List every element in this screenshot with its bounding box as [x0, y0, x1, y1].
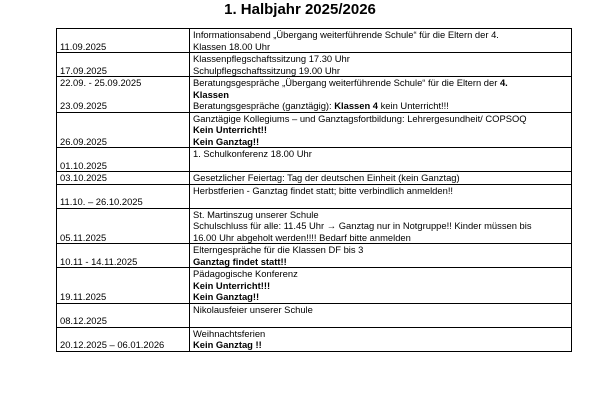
- description-line: [193, 53, 568, 65]
- date-cell: [57, 327, 190, 351]
- date-text: 10.11 - 14.11.2025: [60, 255, 138, 267]
- date-text: 01.10.2025: [60, 159, 107, 171]
- description-text: Gesetzlicher Feiertag: Tag der deutschen Einheit (kein Ganztag): [193, 172, 460, 183]
- description-text: Ganztägige Kollegiums – und Ganztagsfortbildung: Lehrergesundheit/ COPSOQ: [193, 112, 527, 124]
- date-text: 19.11.2025: [60, 291, 107, 302]
- date-cell: [57, 172, 190, 185]
- description-cell: [190, 53, 572, 77]
- table-row: [57, 303, 572, 327]
- date-cell: [57, 303, 190, 327]
- description-cell: [190, 77, 572, 113]
- description-line: [193, 291, 568, 303]
- description-line: [193, 77, 568, 89]
- description-text: Schulschluss für alle: 11.45 Uhr → Ganztag nur in Notgruppe!! Kinder müssen bis: [193, 220, 532, 231]
- date-cell: [57, 268, 190, 304]
- date-text: 11.10. – 26.10.2025: [60, 196, 143, 207]
- description-text: Schulpflegschaftssitzung 19.00 Uhr: [193, 64, 340, 76]
- description-text: 1. Schulkonferenz 18.00 Uhr: [193, 148, 312, 159]
- description-cell: [190, 172, 572, 185]
- description-line: [193, 304, 568, 316]
- description-text: kein Unterricht!!!: [378, 100, 449, 111]
- emphasis-text: Kein Ganztag!!: [193, 135, 260, 147]
- table-row: [57, 148, 572, 172]
- description-text: Pädagogische Konferenz: [193, 268, 298, 279]
- date-text: 20.12.2025 – 06.01.2026: [60, 339, 165, 350]
- date-text: 26.09.2025: [60, 135, 107, 147]
- emphasis-text: Ganztag findet statt!!: [193, 255, 287, 267]
- description-text: Klassenpflegschaftssitzung 17.30 Uhr: [193, 53, 350, 64]
- date-cell: [57, 208, 190, 244]
- description-line: [193, 113, 568, 125]
- date-text: 05.11.2025: [60, 231, 107, 243]
- table-row: [57, 29, 572, 53]
- table-row: [57, 268, 572, 304]
- description-line: [193, 268, 568, 280]
- table-row: [57, 244, 572, 268]
- date-cell: [57, 112, 190, 148]
- date-cell: [57, 148, 190, 172]
- description-cell: [190, 208, 572, 244]
- description-cell: [190, 112, 572, 148]
- description-line: [193, 315, 568, 327]
- table-row: [57, 53, 572, 77]
- date-cell: [57, 53, 190, 77]
- description-line: [193, 280, 568, 292]
- table-row: [57, 172, 572, 185]
- description-line: [193, 100, 568, 112]
- schedule-body: [57, 29, 572, 352]
- description-line: [193, 65, 568, 77]
- table-row: [57, 327, 572, 351]
- description-cell: [190, 244, 572, 268]
- date-cell: [57, 244, 190, 268]
- table-row: [57, 184, 572, 208]
- description-line: [193, 124, 568, 136]
- description-text: Herbstferien - Ganztag findet statt; bitte verbindlich anmelden!!: [193, 184, 454, 196]
- description-cell: [190, 303, 572, 327]
- description-line: [193, 172, 568, 184]
- date-text: 17.09.2025: [60, 64, 107, 76]
- emphasis-text: Klassen 4: [334, 100, 379, 111]
- description-line: [193, 220, 568, 232]
- description-cell: [190, 327, 572, 351]
- emphasis-text: Kein Unterricht!!!: [193, 279, 271, 291]
- description-line: [193, 256, 568, 268]
- description-line: [193, 136, 568, 148]
- date-text: 23.09.2025: [60, 100, 107, 111]
- description-line: [193, 160, 568, 172]
- emphasis-text: 4.: [499, 77, 508, 88]
- description-text: Elterngespräche für die Klassen DF bis 3: [193, 244, 364, 255]
- description-text: Nikolausfeier unserer Schule: [193, 303, 313, 315]
- description-text: Beratungsgespräche (ganztägig):: [193, 100, 335, 111]
- table-row: [57, 208, 572, 244]
- description-cell: [190, 184, 572, 208]
- description-line: [193, 244, 568, 256]
- date-cell: [57, 29, 190, 53]
- description-line: [193, 41, 568, 53]
- date-cell: [57, 184, 190, 208]
- description-text: Weihnachtsferien: [193, 327, 266, 339]
- emphasis-text: Kein Ganztag!!: [193, 291, 260, 302]
- emphasis-text: Kein Ganztag !!: [193, 339, 262, 350]
- description-line: [193, 148, 568, 160]
- description-line: [193, 232, 568, 244]
- description-text: St. Martinszug unserer Schule: [193, 208, 319, 220]
- emphasis-text: Klassen: [193, 88, 229, 100]
- description-text: Klassen 18.00 Uhr: [193, 40, 271, 52]
- date-text: 11.09.2025: [60, 40, 107, 52]
- table-row: [57, 112, 572, 148]
- description-text: Beratungsgespräche „Übergang weiterführende Schule“ für die Eltern der: [193, 77, 500, 88]
- description-cell: [190, 148, 572, 172]
- emphasis-text: Kein Unterricht!!: [193, 124, 267, 135]
- description-line: [193, 209, 568, 221]
- page-title: 1. Halbjahr 2025/2026: [224, 1, 376, 18]
- date-cell: [57, 77, 190, 113]
- description-line: [193, 29, 568, 41]
- date-text: [60, 89, 186, 101]
- description-line: [193, 196, 568, 208]
- description-line: [193, 185, 568, 197]
- description-line: [193, 339, 568, 351]
- description-line: [193, 328, 568, 340]
- description-cell: [190, 29, 572, 53]
- date-text: 08.12.2025: [60, 315, 107, 326]
- description-text: 16.00 Uhr abgeholt werden!!!! Bedarf bitte anmelden: [193, 231, 411, 243]
- description-line: [193, 89, 568, 101]
- schedule-table: [56, 28, 572, 352]
- table-row: [57, 77, 572, 113]
- description-text: Informationsabend „Übergang weiterführende Schule“ für die Eltern der 4.: [193, 29, 499, 40]
- date-text: 22.09. - 25.09.2025: [60, 77, 142, 88]
- description-cell: [190, 268, 572, 304]
- date-text: 03.10.2025: [60, 172, 107, 183]
